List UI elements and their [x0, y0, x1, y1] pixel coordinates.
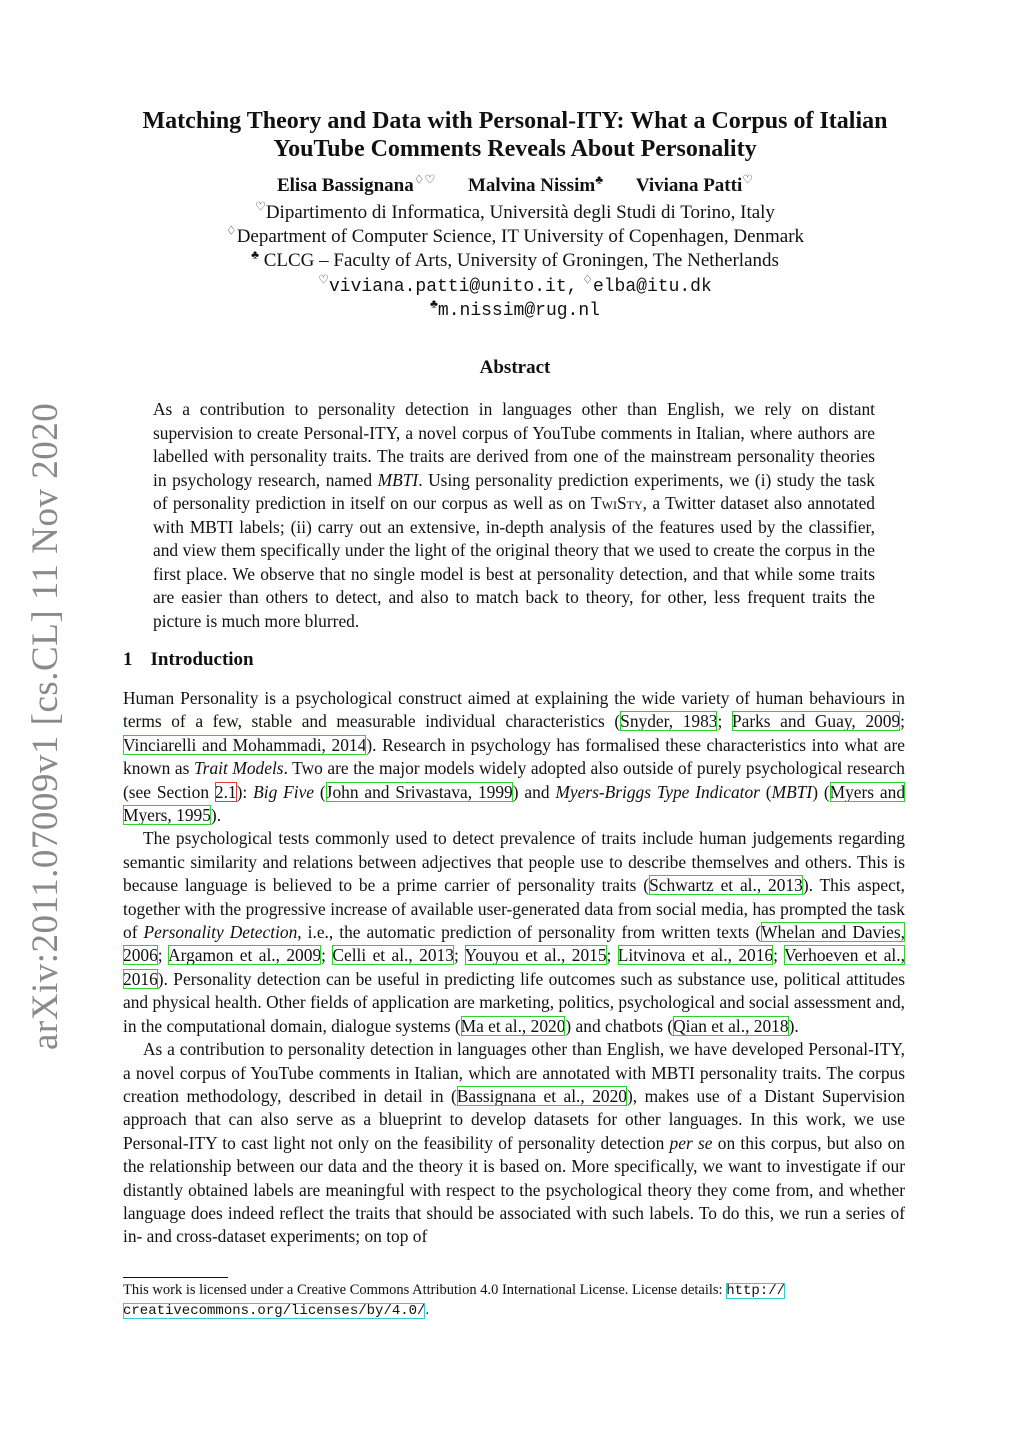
citation-link[interactable]: Ma et al., 2020	[460, 1015, 566, 1036]
license-url-link[interactable]: http://	[726, 1283, 786, 1299]
citation-link[interactable]: Whelan and Davies, 2006	[123, 922, 905, 966]
emphasis: Personality Detection	[143, 922, 298, 943]
email-line-1	[110, 274, 920, 299]
arxiv-identifier: arXiv:2011.07009v1 [cs.CL] 11 Nov 2020	[25, 402, 66, 1050]
citation-link[interactable]: Schwartz et al., 2013	[649, 875, 803, 896]
author-name: Malvina Nissim	[467, 175, 596, 196]
license-footnote	[123, 1281, 905, 1321]
affiliation-text: CLCG – Faculty of Arts, University of Groningen, The Netherlands	[258, 250, 779, 271]
affiliation-mark: ♢♡	[413, 172, 436, 187]
citation-link[interactable]: Myers and Myers, 1995	[123, 781, 906, 826]
text: ). Personality detection can be useful in predicting life outcomes such as substance use, political attitudes and physical health. Other fields of application are marketing, politics, psychological and social assessment and, in the computational domain, dialogue systems (	[123, 968, 905, 1036]
emphasis: Big Five	[253, 781, 315, 802]
affiliation-mark: ♣	[430, 296, 438, 311]
citation-link[interactable]: Argamon et al., 2009	[168, 945, 322, 966]
citation-link[interactable]: Qian et al., 2018	[673, 1015, 789, 1036]
abstract-text	[153, 398, 875, 633]
paper-title	[110, 107, 920, 163]
text: ), makes use of a Distant Supervision approach that can also serve as a blueprint to develop datasets for other languages. In this work, we use Personal-ITY to cast light not only on the feasibility of personality detection	[123, 1085, 905, 1153]
abstract-emphasis: MBTI	[377, 469, 419, 490]
text: As a contribution to personality detection in languages other than English, we have developed Personal-ITY, a novel corpus of YouTube comments in Italian, which are annotated with MBTI personality traits. The corpus creation methodology, described in detail in (	[123, 1039, 905, 1106]
citation-link[interactable]: Parks and Guay, 2009	[731, 711, 901, 732]
affiliation-text: Department of Computer Science, IT University of Copenhagen, Denmark	[236, 226, 805, 247]
author-2	[467, 172, 604, 196]
citation-link[interactable]: Youyou et al., 2015	[464, 945, 607, 966]
affiliation-mark: ♢	[225, 223, 237, 238]
affiliation-mark: ♡	[318, 272, 329, 287]
text: Human Personality is a psychological construct aimed at explaining the wide variety of human behaviours in terms of a few, stable and measurable individual characteristics (	[123, 688, 905, 732]
author-1	[276, 172, 436, 196]
text: ).	[788, 1015, 799, 1036]
title-line-2: YouTube Comments Reveals About Personality	[273, 136, 757, 162]
email-bassignana: elba@itu.dk	[592, 277, 712, 297]
citation-link[interactable]: Verhoeven et al., 2016	[123, 945, 905, 989]
affiliation-mark: ♡	[742, 172, 754, 187]
abstract-heading: Abstract	[479, 357, 551, 378]
section-ref-link[interactable]: 2.1	[214, 781, 237, 802]
paragraph-3	[123, 1038, 905, 1249]
email-patti: viviana.patti@unito.it,	[328, 277, 578, 297]
affiliation-mark: ♡	[255, 199, 266, 214]
section-number: 1	[123, 649, 133, 670]
section-heading	[123, 649, 254, 671]
abstract-fragment: , a Twitter dataset also annotated with MBTI labels; (ii) carry out an extensive, in-depth analysis of the features used by the classifier, and view them specifically under the light of the original theory that we used to create the corpus in the first place. We observe that no single model is best at personality detection, and that while some traits are easier than others to detect, and also to match back to theory, for other, less frequent traits the picture is much more blurred.	[153, 493, 875, 631]
affiliation-groningen	[110, 249, 920, 273]
text: The psychological tests commonly used to detect prevalence of traits include human judgements regarding semantic similarity and relations between adjectives that people use to describe themselves and others. This is because language is believed to be a prime carrier of personality traits (	[123, 828, 905, 896]
text: . Two are the major models widely adopted also outside of purely psychological research (see Section	[123, 758, 905, 802]
citation-link[interactable]: Celli et al., 2013	[332, 945, 454, 966]
text: ). Research in psychology has formalised these characteristics into what are known as	[123, 734, 905, 779]
citation-link[interactable]: Litvinova et al., 2016	[617, 945, 774, 966]
emphasis: MBTI	[771, 781, 813, 802]
text: on this corpus, but also on the relationship between our data and the theory it is based on. More specifically, we want to investigate if our distantly obtained labels are meaningful with respect to the psychological theory they come from, and whether language does indeed reflect the traits that should be associated with such labels. To do this, we run a series of in- and cross-dataset experiments; on top of	[123, 1132, 905, 1247]
affiliation-mark: ♣	[251, 247, 259, 262]
affiliation-copenhagen	[110, 225, 920, 249]
abstract-fragment: As a contribution to personality detection in languages other than English, we rely on distant supervision to create Personal-ITY, a novel corpus of YouTube comments in Italian, where authors are labelled with personality traits. The traits are derived from one of the mainstream personality theories in psychology research, named	[153, 399, 875, 490]
footnote-rule	[123, 1277, 228, 1278]
author-name: Elisa Bassignana	[276, 175, 414, 196]
paragraph-2: The psychological tests commonly used to detect prevalence of traits include human judgements regarding semantic similarity and relations between adjectives that people use to describe themselves and others. This is because language is believed to be a prime carrier of personality traits (Schwartz et al., 2013). This aspect, together with the progressive increase of available user-generated data from social media, has prompted the task of Personality Detection, i.e., the automatic prediction of personality from written texts (Whelan and Davies, 2006; Argamon et al., 2009; Celli et al., 2013; Youyou et al., 2015; Litvinova et al., 2016; Verhoeven et al., 2016). Personality detection can be useful in predicting life outcomes such as substance use, political attitudes and physical health. Other fields of application are marketing, politics, psychological and social assessment and, in the computational domain, dialogue systems (Ma et al., 2020) and chatbots (Qian et al., 2018).	[123, 828, 905, 1036]
text: and	[518, 781, 556, 802]
text: ):	[236, 781, 254, 802]
affiliation-mark: ♢	[582, 272, 593, 287]
text: ). This aspect, together with the progressive increase of available user-generated data from social media, has prompted the task of	[123, 875, 905, 943]
emphasis: Trait Models	[193, 758, 284, 779]
footnote-text: This work is licensed under a Creative Commons Attribution 4.0 International License. License details:	[123, 1282, 727, 1298]
citation-link[interactable]: Snyder, 1983	[620, 711, 718, 732]
author-list	[110, 172, 920, 197]
paragraph-1: Human Personality is a psychological construct aimed at explaining the wide variety of human behaviours in terms of a few, stable and measurable individual characteristics (Snyder, 1983; Parks and Guay, 2009; Vinciarelli and Mohammadi, 2014). Research in psychology has formalised these characteristics into what are known as Trait Models. Two are the major models widely adopted also outside of purely psychological research (see Section 2.1): Big Five (John and Srivastava, 1999) and Myers-Briggs Type Indicator (MBTI) (Myers and Myers, 1995).	[123, 688, 906, 826]
footnote-text: .	[425, 1302, 430, 1318]
affiliation-text: Dipartimento di Informatica, Università degli Studi di Torino, Italy	[265, 202, 775, 223]
text: , i.e., the automatic prediction of personality from written texts (	[297, 922, 762, 943]
title-line-1: Matching Theory and Data with Personal-ITY: What a Corpus of Italian	[142, 108, 888, 134]
emphasis: per se	[669, 1132, 713, 1153]
abstract-fragment: . Using personality prediction experiments, we (i) study the task of personality prediction in itself on our corpus as well as on	[153, 469, 875, 513]
email-line-2	[110, 298, 920, 323]
citation-link[interactable]: Vinciarelli and Mohammadi, 2014	[123, 734, 367, 755]
section-title: Introduction	[150, 649, 254, 670]
affiliation-mark: ♣	[595, 172, 604, 187]
citation-link[interactable]: Bassignana et al., 2020	[456, 1085, 627, 1106]
affiliation-torino	[110, 201, 920, 225]
author-3	[635, 172, 754, 196]
email-nissim: m.nissim@rug.nl	[437, 301, 600, 321]
citation-link[interactable]: John and Srivastava, 1999	[325, 781, 513, 802]
dataset-name: TwiSty	[591, 493, 643, 513]
emphasis: Myers-Briggs Type Indicator	[555, 781, 760, 802]
license-url-link[interactable]: creativecommons.org/licenses/by/4.0/	[123, 1303, 426, 1319]
text: ) and chatbots (	[565, 1015, 674, 1036]
introduction-body	[123, 687, 905, 1249]
author-name: Viviana Patti	[635, 175, 743, 196]
